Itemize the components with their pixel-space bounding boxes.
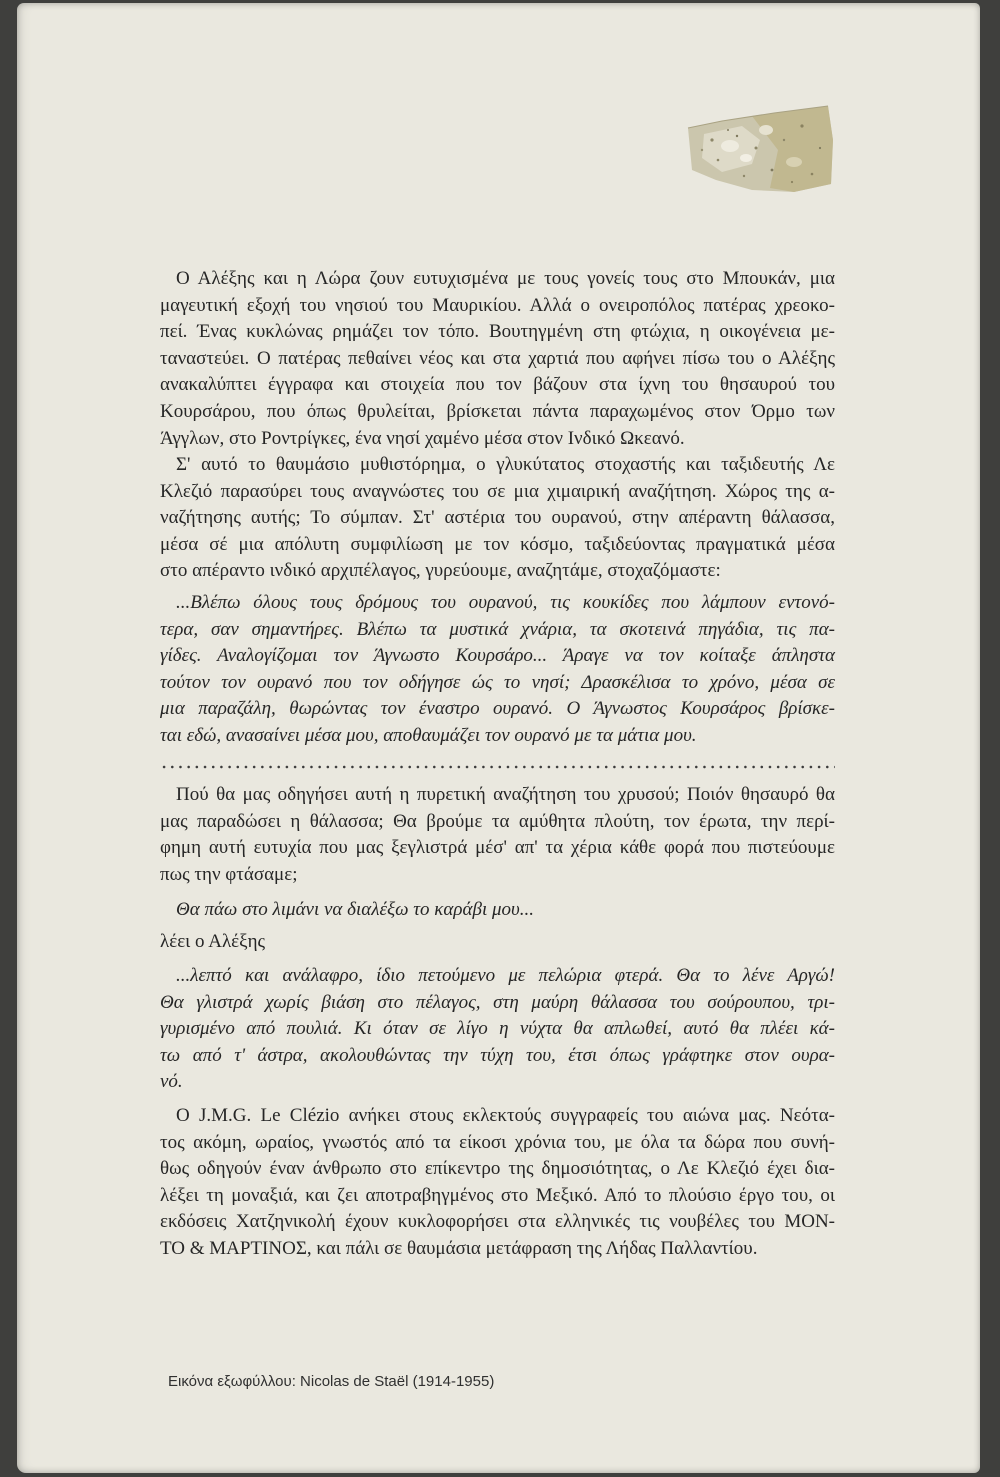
quote-line (160, 897, 835, 924)
question-paragraph (160, 782, 835, 888)
text-line: στο απέραντο ινδικό αρχιπέλαγος, γυρεύουμε, αναζητάμε, στοχαζόμαστε: (160, 560, 721, 582)
text-line: πεί. Ένας κυκλώνας ρημάζει τον τόπο. Βουτηγμένη στη φτώχια, η οικογένεια με- (160, 321, 835, 343)
text-line: Κουρσάρου, που όπως θρυλείται, βρίσκεται πάντα παραχωμένος στον Όρμο των (160, 400, 835, 422)
text-line: Σ' αυτό το θαυμάσιο μυθιστόρημα, ο γλυκύτατος στοχαστής και ταξιδευτής Λε (176, 454, 835, 475)
excerpt-paragraph (160, 963, 835, 1096)
text-line: Θα πάω στο λιμάνι να διαλέξω το καράβι μου... (176, 899, 534, 920)
text-line: εκδόσεις Χατζηνικολή έχουν κυκλοφορήσει στα ελληνικές τις νουβέλες του ΜΟΝ- (160, 1211, 835, 1233)
description-paragraph (160, 452, 835, 585)
text-line: Ο J.M.G. Le Clézio ανήκει στους εκλεκτούς συγγραφείς του αιώνα μας. Νεότα- (176, 1105, 835, 1126)
text-line: νό. (160, 1071, 183, 1093)
text-line: Κλεζιό παρασύρει τους αναγνώστες του σε μια χιμαιρική αναζήτηση. Χώρος της α- (160, 480, 835, 502)
cover-image-credit: Εικόνα εξωφύλλου: Nicolas de Staël (1914-1955) (168, 1373, 495, 1390)
text-line: ναζήτησης αυτής; Το σύμπαν. Στ' αστέρια του ουρανού, στην απέραντη θάλασσα, (160, 507, 835, 529)
text-line: ...Βλέπω όλους τους δρόμους του ουρανού, τις κουκίδες που λάμπουν εντονό- (176, 592, 835, 613)
text-line: τούτον τον ουρανό που τον οδήγησε ώς το νησί; Δρασκέλισα το χρόνο, μέσα σε (160, 671, 835, 693)
text-line: ΤΟ & ΜΑΡΤΙΝΟΣ, και πάλι σε θαυμάσια μετάφραση της Λήδας Παλλαντίου. (160, 1237, 758, 1259)
dotted-separator (160, 765, 835, 769)
text-line: Πού θα μας οδηγήσει αυτή η πυρετική αναζήτηση του χρυσού; Ποιόν θησαυρό θα (176, 784, 835, 805)
attribution-line (160, 929, 835, 956)
text-line: μια παραζάλη, θωρώντας τον έναστρο ουρανό. Ο Άγνωστος Κουρσάρος βρίσκε- (160, 698, 835, 720)
text-line: λέει ο Αλέξης (160, 931, 266, 952)
text-line: φημη αυτή ευτυχία που μας ξεγλιστρά μέσ' απ' τα χέρια κάθε φορά που πιστεύουμε (160, 837, 835, 859)
text-line: γυρισμένο από πουλιά. Κι όταν σε λίγο η νύχτα θα απλωθεί, αυτό θα πλέει κά- (160, 1018, 835, 1040)
text-line: μαγευτική εξοχή του νησιού του Μαυρικίου. Αλλά ο ονειροπόλος πατέρας χρεοκο- (160, 294, 835, 316)
text-line: τερα, σαν σημαντήρες. Βλέπω τα μυστικά χνάρια, τα σκοτεινά πηγάδια, τις πα- (160, 618, 835, 640)
text-line: Θα γλιστρά χωρίς βιάση στο πέλαγος, στη μαύρη θάλασσα του σούρουπου, τρι- (160, 991, 835, 1013)
excerpt-paragraph (160, 590, 835, 750)
text-line: ταναστεύει. Ο πατέρας πεθαίνει νέος και στα χαρτιά που αφήνει πίσω του ο Αλέξης (160, 347, 835, 369)
text-line: Άγγλων, στο Ροντρίγκες, ένα νησί χαμένο μέσα στον Ινδικό Ωκεανό. (160, 427, 685, 449)
text-line: τος ακόμη, ωραίος, γνωστός από τα είκοσι χρόνια του, με όλα τα δώρα που συνή- (160, 1131, 835, 1153)
text-line: μας παραδώσει η θάλασσα; Θα βρούμε τα αμύθητα πλούτη, τον έρωτα, την περί- (160, 810, 835, 832)
text-line: λέξει τη μοναξιά, και ζει αποτραβηγμένος στο Μεξικό. Από το πλούσιο έργο του, οι (160, 1184, 835, 1206)
text-line: πως την φτάσαμε; (160, 863, 298, 885)
text-line: ...λεπτό και ανάλαφρο, ίδιο πετούμενο με πελώρια φτερά. Θα το λένε Αργώ! (176, 965, 835, 986)
synopsis-paragraph (160, 266, 835, 452)
text-line: ται εδώ, ανασαίνει μέσα μου, αποθαυμάζει τον ουρανό με τα μάτια μου. (160, 724, 697, 746)
text-line: μέσα σέ μια απόλυτη συμφιλίωση με τον κόσμο, ταξιδεύοντας πραγματικά μέσα (160, 533, 835, 555)
text-line: τω από τ' άστρα, ακολουθώντας την τύχη του, έτσι όπως γράφτηκε στον ουρα- (160, 1044, 835, 1066)
text-line: Ο Αλέξης και η Λώρα ζουν ευτυχισμένα με τους γονείς τους στο Μπουκάν, μια (176, 268, 835, 289)
text-line: ανακαλύπτει έγγραφα και στοιχεία που τον βάζουν στα ίχνη του θησαυρού του (160, 374, 835, 396)
author-bio-paragraph (160, 1103, 835, 1263)
text-line: θως οδηγούν έναν άνθρωπο στο επίκεντρο της δημοσιότητας, ο Λε Κλεζιό έχει δια- (160, 1158, 835, 1180)
worn-sticker-residue (682, 100, 838, 200)
text-line: γίδες. Αναλογίζομαι τον Άγνωστο Κουρσάρο... Άραγε να τον κοίταξε άπληστα (160, 645, 835, 667)
